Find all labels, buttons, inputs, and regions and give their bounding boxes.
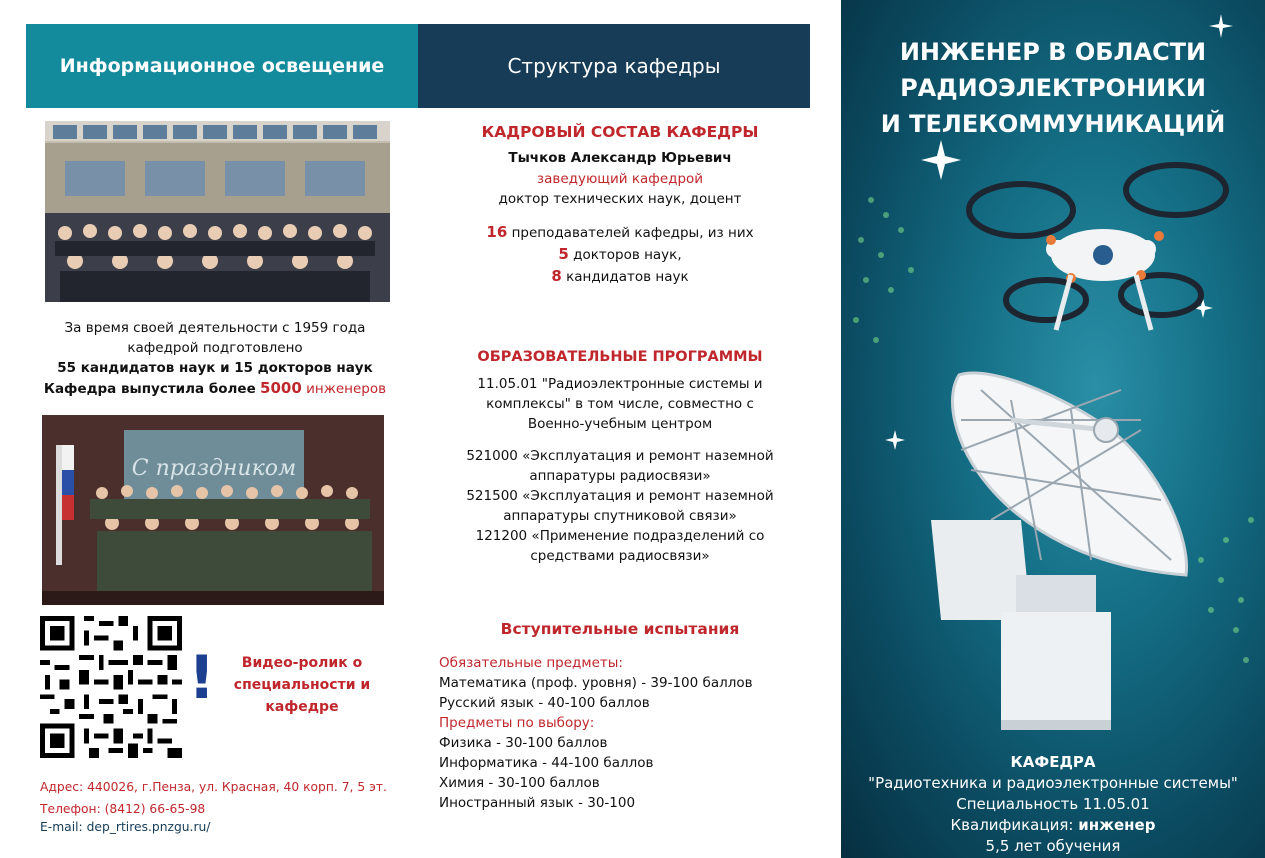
cover-title-line-1: ИНЖЕНЕР В ОБЛАСТИ <box>899 38 1207 66</box>
phone-text: Телефон: (8412) 66-65-98 <box>40 802 206 816</box>
program-3-line-2: аппаратуры спутниковой связи» <box>503 508 737 524</box>
program-1-line-1: 11.05.01 "Радиоэлектронные системы и <box>477 376 763 392</box>
dept-name: "Радиотехника и радиоэлектронные системы" <box>868 774 1238 792</box>
head-degree: доктор технических наук, доцент <box>498 191 742 207</box>
graduates-pre: Кафедра выпустила более <box>43 381 256 397</box>
tab-information: Информационное освещение <box>26 24 418 108</box>
study-duration: 5,5 лет обучения <box>985 837 1121 855</box>
photo-banner-text: С праздником <box>131 456 297 481</box>
mandatory-subject: Русский язык - 40-100 баллов <box>439 695 650 711</box>
history-line-3: 55 кандидатов наук и 15 докторов наук <box>57 360 373 376</box>
elective-subject: Химия - 30-100 баллов <box>439 775 600 791</box>
qualification-value: инженер <box>1078 816 1156 834</box>
teachers-text: преподавателей кафедры, из них <box>511 225 754 241</box>
exams-list <box>439 653 809 813</box>
staff-title: КАДРОВЫЙ СОСТАВ КАФЕДРЫ <box>481 123 759 141</box>
doctors-count: 5 <box>558 245 569 263</box>
dept-label: КАФЕДРА <box>1010 753 1096 771</box>
program-1-line-3: Военно-учебным центром <box>527 416 713 432</box>
graduates-post: инженеров <box>306 381 387 397</box>
head-role: заведующий кафедрой <box>536 171 704 187</box>
exclamation-icon: ! <box>188 643 216 713</box>
program-2-line-2: аппаратуры радиосвязи» <box>529 468 711 484</box>
program-4-line-1: 121200 «Применение подразделений со <box>475 528 765 544</box>
mandatory-label: Обязательные предметы: <box>439 655 623 671</box>
program-4-line-2: средствами радиосвязи» <box>530 548 710 564</box>
program-2-line-1: 521000 «Эксплуатация и ремонт наземной <box>466 448 774 464</box>
elective-subject: Информатика - 44-100 баллов <box>439 755 654 771</box>
cover-info <box>841 752 1265 857</box>
program-3-line-1: 521500 «Эксплуатация и ремонт наземной <box>466 488 774 504</box>
military-center-photo <box>42 415 384 605</box>
cover-title <box>841 34 1265 142</box>
elective-label: Предметы по выбору: <box>439 715 595 731</box>
programs-section <box>430 347 810 566</box>
elective-subject: Физика - 30-100 баллов <box>439 735 608 751</box>
staff-section <box>430 122 810 287</box>
doctors-text: докторов наук, <box>573 247 682 263</box>
teachers-count: 16 <box>486 223 508 241</box>
video-link-text[interactable]: Видео-ролик о специальности и кафедре <box>233 655 371 715</box>
tab-structure: Структура кафедры <box>418 24 810 108</box>
candidates-count: 8 <box>551 267 562 285</box>
elective-subject: Иностранный язык - 30-100 <box>439 795 636 811</box>
graduates-count: 5000 <box>260 379 302 397</box>
cover-title-line-2: РАДИОЭЛЕКТРОНИКИ <box>900 74 1206 102</box>
cover-title-line-3: И ТЕЛЕКОММУНИКАЦИЙ <box>880 110 1226 138</box>
email-text: E-mail: dep_rtires.pnzgu.ru/ <box>40 820 211 834</box>
qualification-label: Квалификация: <box>950 816 1074 834</box>
history-block <box>30 318 400 399</box>
cover-panel <box>841 0 1265 858</box>
history-line-2: кафедрой подготовлено <box>127 340 303 356</box>
specialty: Специальность 11.05.01 <box>956 795 1150 813</box>
qr-code[interactable] <box>40 616 182 758</box>
programs-title: ОБРАЗОВАТЕЛЬНЫЕ ПРОГРАММЫ <box>477 349 763 365</box>
program-1-line-2: комплексы" в том числе, совместно с <box>486 396 754 412</box>
head-name: Тычков Александр Юрьевич <box>508 150 732 166</box>
candidates-text: кандидатов наук <box>566 269 689 285</box>
history-line-1: За время своей деятельности с 1959 года <box>64 320 366 336</box>
department-group-photo <box>45 121 390 302</box>
mandatory-subject: Математика (проф. уровня) - 39-100 баллов <box>439 675 753 691</box>
exams-title: Вступительные испытания <box>500 620 740 638</box>
address-text: Адрес: 440026, г.Пенза, ул. Красная, 40 корп. 7, 5 эт. <box>40 780 387 794</box>
email-link[interactable] <box>40 820 210 834</box>
satellite-dish-icon <box>931 373 1187 730</box>
